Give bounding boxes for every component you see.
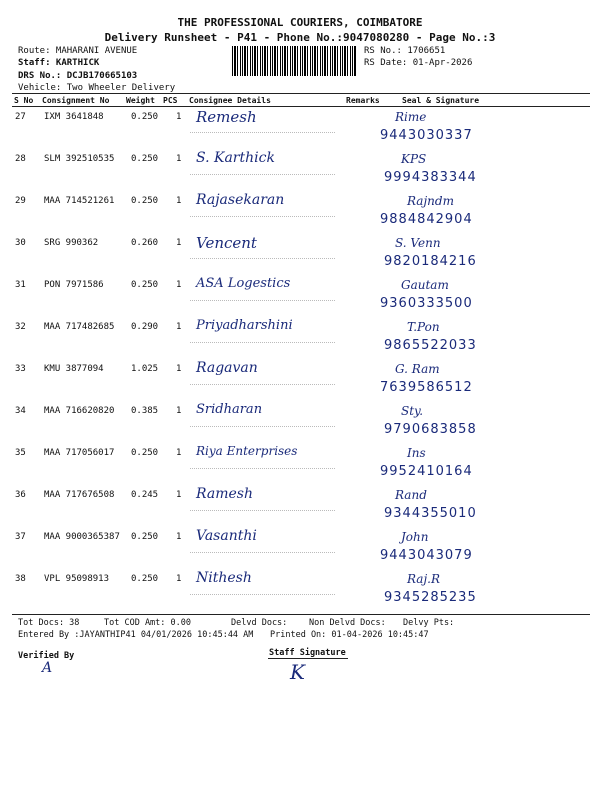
table-row <box>0 318 600 366</box>
row-signature: Gautam <box>401 278 449 292</box>
table-row <box>0 276 600 324</box>
row-weight: 0.250 <box>131 532 159 542</box>
table-row <box>0 150 600 198</box>
row-divider <box>190 132 335 133</box>
row-signature: Ins <box>407 446 426 460</box>
row-sno: 28 <box>15 154 26 164</box>
row-divider <box>190 300 335 301</box>
row-divider <box>190 594 335 595</box>
printed-on: Printed On: 01-04-2026 10:45:47 <box>270 630 429 640</box>
header-rule-bottom <box>12 106 590 107</box>
row-sno: 34 <box>15 406 26 416</box>
delivery-points: Delvy Pts: <box>403 618 455 628</box>
header-rule-top <box>12 93 590 94</box>
row-sno: 36 <box>15 490 26 500</box>
row-divider <box>190 510 335 511</box>
row-pcs: 1 <box>176 238 182 248</box>
row-signature: Raj.R <box>407 572 441 586</box>
table-row <box>0 528 600 576</box>
row-consignee-handwritten: Riya Enterprises <box>196 444 298 458</box>
rs-date: RS Date: 01-Apr-2026 <box>364 58 473 68</box>
row-pcs: 1 <box>176 154 182 164</box>
row-pcs: 1 <box>176 280 182 290</box>
row-weight: 0.260 <box>131 238 159 248</box>
row-weight: 0.290 <box>131 322 159 332</box>
row-consignee-handwritten: Remesh <box>196 108 257 126</box>
row-divider <box>190 384 335 385</box>
row-weight: 0.245 <box>131 490 159 500</box>
drs-number: DRS No.: DCJB170665103 <box>18 71 138 81</box>
footer-rule <box>12 614 590 615</box>
row-consignee-handwritten: ASA Logestics <box>196 276 291 291</box>
total-cod: Tot COD Amt: 0.00 <box>104 618 191 628</box>
table-row <box>0 444 600 492</box>
row-weight: 0.250 <box>131 574 159 584</box>
row-divider <box>190 468 335 469</box>
verified-by-label: Verified By <box>18 651 75 661</box>
row-consignment-no: MAA 717056017 <box>44 448 115 458</box>
row-signature: Rand <box>395 488 427 502</box>
table-row <box>0 402 600 450</box>
row-phone-handwritten: 9952410164 <box>380 464 473 479</box>
row-sno: 27 <box>15 112 26 122</box>
row-pcs: 1 <box>176 406 182 416</box>
staff-signature-mark: K <box>290 660 305 684</box>
table-row <box>0 234 600 282</box>
row-weight: 0.250 <box>131 280 159 290</box>
row-divider <box>190 426 335 427</box>
row-sno: 37 <box>15 532 26 542</box>
row-weight: 0.250 <box>131 112 159 122</box>
row-phone-handwritten: 9344355010 <box>384 506 477 521</box>
row-consignment-no: MAA 9000365387 <box>44 532 120 542</box>
col-pcs: PCS <box>163 96 178 105</box>
col-consignee: Consignee Details <box>189 96 271 105</box>
row-signature: T.Pon <box>407 320 440 334</box>
row-pcs: 1 <box>176 574 182 584</box>
row-weight: 0.385 <box>131 406 159 416</box>
row-pcs: 1 <box>176 112 182 122</box>
row-divider <box>190 342 335 343</box>
non-delivered-docs: Non Delvd Docs: <box>309 618 386 628</box>
row-sno: 31 <box>15 280 26 290</box>
row-consignee-handwritten: Ramesh <box>196 486 253 502</box>
staff-signature-line <box>268 658 348 659</box>
row-sno: 35 <box>15 448 26 458</box>
row-consignment-no: SLM 392510535 <box>44 154 115 164</box>
table-row <box>0 360 600 408</box>
col-seal: Seal & Signature <box>402 96 480 105</box>
row-consignment-no: MAA 717482685 <box>44 322 115 332</box>
barcode <box>232 46 356 76</box>
col-remarks: Remarks <box>346 96 380 105</box>
row-consignee-handwritten: Ragavan <box>196 360 258 376</box>
row-weight: 1.025 <box>131 364 159 374</box>
row-phone-handwritten: 7639586512 <box>380 380 473 395</box>
row-divider <box>190 258 335 259</box>
row-consignee-handwritten: Nithesh <box>196 570 252 586</box>
row-signature: Rime <box>395 110 427 124</box>
entered-by: Entered By :JAYANTHIP41 04/01/2026 10:45:44 AM <box>18 630 254 640</box>
row-phone-handwritten: 9820184216 <box>384 254 477 269</box>
row-sno: 29 <box>15 196 26 206</box>
row-signature: G. Ram <box>395 362 440 376</box>
row-phone-handwritten: 9345285235 <box>384 590 477 605</box>
table-row <box>0 486 600 534</box>
row-divider <box>190 174 335 175</box>
row-weight: 0.250 <box>131 196 159 206</box>
row-weight: 0.250 <box>131 154 159 164</box>
row-sno: 30 <box>15 238 26 248</box>
row-weight: 0.250 <box>131 448 159 458</box>
row-divider <box>190 552 335 553</box>
row-consignment-no: VPL 95098913 <box>44 574 110 584</box>
col-sno: S No <box>14 96 34 105</box>
row-consignee-handwritten: Vasanthi <box>196 528 257 544</box>
row-phone-handwritten: 9443030337 <box>380 128 473 143</box>
delivered-docs: Delvd Docs: <box>231 618 288 628</box>
row-sno: 38 <box>15 574 26 584</box>
row-signature: Rajndm <box>407 194 454 208</box>
row-consignment-no: MAA 716620820 <box>44 406 115 416</box>
row-consignment-no: IXM 3641848 <box>44 112 104 122</box>
row-pcs: 1 <box>176 322 182 332</box>
row-consignment-no: MAA 714521261 <box>44 196 115 206</box>
table-row <box>0 192 600 240</box>
row-pcs: 1 <box>176 490 182 500</box>
row-pcs: 1 <box>176 196 182 206</box>
col-weight: Weight <box>126 96 155 105</box>
row-consignee-handwritten: Sridharan <box>196 402 263 417</box>
runsheet-subtitle: Delivery Runsheet - P41 - Phone No.:9047080280 - Page No.:3 <box>104 31 496 44</box>
table-row <box>0 570 600 618</box>
col-consignment: Consignment No <box>42 96 110 105</box>
document-title: THE PROFESSIONAL COURIERS, COIMBATORE <box>177 16 423 29</box>
row-sno: 32 <box>15 322 26 332</box>
row-phone-handwritten: 9360333500 <box>380 296 473 311</box>
table-row <box>0 108 600 156</box>
row-consignee-handwritten: Rajasekaran <box>196 192 285 208</box>
row-pcs: 1 <box>176 448 182 458</box>
row-pcs: 1 <box>176 532 182 542</box>
row-pcs: 1 <box>176 364 182 374</box>
vehicle-label: Vehicle: Two Wheeler Delivery <box>18 83 176 93</box>
row-phone-handwritten: 9994383344 <box>384 170 477 185</box>
row-consignment-no: PON 7971586 <box>44 280 104 290</box>
row-signature: S. Venn <box>395 236 441 250</box>
staff-label: Staff: KARTHICK <box>18 58 100 68</box>
verified-by-mark: A <box>42 660 53 676</box>
row-consignee-handwritten: Vencent <box>196 234 257 252</box>
row-signature: John <box>401 530 429 544</box>
row-consignment-no: SRG 990362 <box>44 238 99 248</box>
row-divider <box>190 216 335 217</box>
route-label: Route: MAHARANI AVENUE <box>18 46 138 56</box>
row-signature: KPS <box>401 152 427 166</box>
rs-number: RS No.: 1706651 <box>364 46 446 56</box>
row-consignee-handwritten: Priyadharshini <box>196 318 293 333</box>
row-consignment-no: MAA 717676508 <box>44 490 115 500</box>
row-phone-handwritten: 9790683858 <box>384 422 477 437</box>
row-phone-handwritten: 9865522033 <box>384 338 477 353</box>
row-phone-handwritten: 9884842904 <box>380 212 473 227</box>
row-sno: 33 <box>15 364 26 374</box>
row-phone-handwritten: 9443043079 <box>380 548 473 563</box>
row-consignee-handwritten: S. Karthick <box>196 150 275 166</box>
staff-signature-label: Staff Signature <box>269 648 346 658</box>
row-consignment-no: KMU 3877094 <box>44 364 104 374</box>
total-docs: Tot Docs: 38 <box>18 618 80 628</box>
row-signature: Sty. <box>401 404 424 418</box>
